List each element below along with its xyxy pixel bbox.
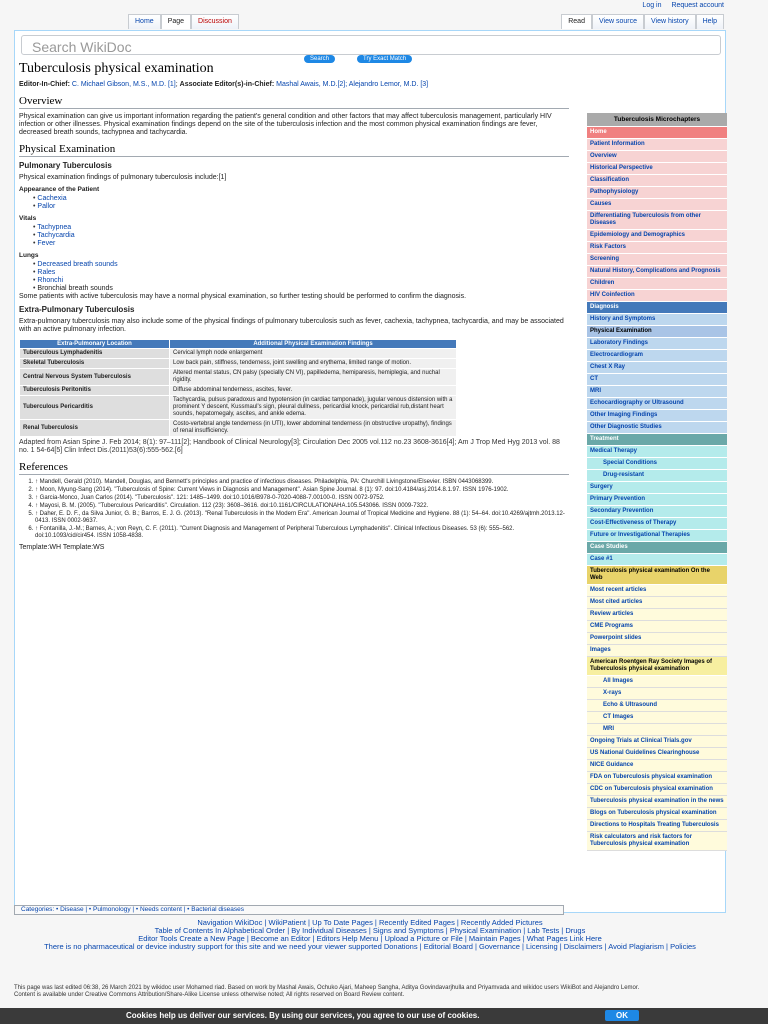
row-findings: Altered mental status, CN palsy (specially CN VI), papilledema, hemiparesis, hemiplegia, and nuchal rigidity. — [170, 369, 457, 386]
sidebar-item[interactable]: CDC on Tuberculosis physical examination — [587, 784, 727, 796]
reference-item[interactable]: 1. ↑ Mandell, Gerald (2010). Mandell, Douglas, and Bennett's principles and practice of infectious diseases. Philadelphia, PA: Churchill Livingstone/Elsevier. ISBN 0443068399. — [35, 479, 569, 486]
personal-tools — [634, 2, 724, 9]
sidebar-item[interactable]: Screening — [587, 254, 727, 266]
sidebar-item[interactable]: Drug-resistant — [587, 470, 727, 482]
sidebar-item[interactable]: Directions to Hospitals Treating Tuberculosis — [587, 820, 727, 832]
row-location: Tuberculosis Peritonitis — [20, 386, 170, 396]
list-item[interactable]: • Pallor — [33, 203, 569, 211]
sidebar-item[interactable]: MRI — [587, 724, 727, 736]
row-location: Tuberculous Lymphadenitis — [20, 349, 170, 359]
reference-item[interactable]: 2. ↑ Moon, Myung-Sang (2014). "Tuberculosis of Spine: Current Views in Diagnosis and Management". Asian Spine Journal. 8 (1): 97. doi:10.4184/asj.2014.8.1.97. ISSN 1976-1902. — [35, 487, 569, 494]
sidebar-item[interactable]: Physical Examination — [587, 326, 727, 338]
list-item[interactable]: • Cachexia — [33, 195, 569, 203]
login-link[interactable]: Log in — [642, 2, 662, 9]
license-text: Content is available under Creative Commons Attribution/Share-Alike License unless otherwise noted; All rights reserved on Board Review content. — [14, 992, 405, 998]
table-source-note: Adapted from Asian Spine J. Feb 2014; 8(1): 97–111[2]; Handbook of Clinical Neurology[3]; Circulation Dec 2005 vol.112 no.23 3608-3616[4]; Am J Trop Med Hyg 2013 vol. 88 no. 1 54-64[5] Clin Infect Dis.(2011)53(6):555-562.[6] — [19, 439, 560, 454]
sidebar-item[interactable]: American Roentgen Ray Society Images of Tuberculosis physical examination — [587, 657, 727, 676]
footer-row-navigation[interactable]: Navigation WikiDoc | WikiPatient | Up To Date Pages | Recently Edited Pages | Recently Added Pictures — [197, 918, 543, 927]
pulmonary-heading: Pulmonary Tuberculosis — [19, 161, 112, 170]
sidebar-item[interactable]: History and Symptoms — [587, 314, 727, 326]
sidebar-item[interactable]: Causes — [587, 199, 727, 211]
reference-item[interactable]: 4. ↑ Mayosi, B. M. (2005). "Tuberculous Pericarditis". Circulation. 112 (23): 3608–3616. doi:10.1161/CIRCULATIONAHA.105.543066. ISSN 0009-7322. — [35, 503, 569, 510]
aeic-link[interactable]: Mashal Awais, M.D.[2]; Alejandro Lemor, M.D. [3] — [276, 81, 429, 88]
sidebar-item[interactable]: Children — [587, 278, 727, 290]
sidebar-item[interactable]: Other Imaging Findings — [587, 410, 727, 422]
footer-navigation — [14, 919, 726, 989]
sidebar-item[interactable]: Tuberculosis physical examination On the Web — [587, 566, 727, 585]
exact-match-button[interactable]: Try Exact Match — [357, 55, 412, 63]
list-item[interactable]: • Decreased breath sounds — [33, 261, 569, 269]
list-item[interactable]: • Rales — [33, 269, 569, 277]
vitals-list — [33, 224, 569, 248]
categories-bar[interactable]: Categories: • Disease | • Pulmonology | • Needs content | • Bacterial diseases — [14, 905, 564, 915]
tab-home[interactable]: Home — [128, 14, 161, 29]
tab-page[interactable]: Page — [161, 14, 191, 29]
appearance-heading: Appearance of the Patient — [19, 186, 100, 193]
sidebar-item[interactable]: Classification — [587, 175, 727, 187]
appearance-list — [33, 195, 569, 211]
extra-pulmonary-heading: Extra-Pulmonary Tuberculosis — [19, 305, 135, 314]
tab-view-history[interactable]: View history — [644, 14, 696, 29]
row-location: Renal Tuberculosis — [20, 420, 170, 437]
sidebar-item[interactable]: CME Programs — [587, 621, 727, 633]
table-row — [20, 349, 457, 359]
table-row — [20, 359, 457, 369]
sidebar-item[interactable]: Overview — [587, 151, 727, 163]
row-findings: Low back pain, stiffness, tenderness, joint swelling and erythema, limited range of motion. — [170, 359, 457, 369]
physical-exam-heading: Physical Examination — [19, 143, 569, 157]
row-location: Skeletal Tuberculosis — [20, 359, 170, 369]
page-title: Tuberculosis physical examination — [19, 61, 214, 76]
sidebar-item[interactable]: Review articles — [587, 609, 727, 621]
overview-heading: Overview — [19, 95, 569, 109]
tab-discussion[interactable]: Discussion — [191, 14, 239, 29]
reference-item[interactable]: 5. ↑ Daher, E. D. F., da Silva Junior, G. B.; Barros, E. J. G. (2013). "Renal Tuberculosis in the Modern Era". American Journal of Tropical Medicine and Hygiene. 88 (1): 54–64. doi:10.4269/ajtmh.2013.12-0413. ISSN 0002-9637. — [35, 511, 569, 525]
table-row — [20, 420, 457, 437]
pulmonary-intro: Physical examination findings of pulmonary tuberculosis include:[1] — [19, 174, 227, 181]
sidebar-item[interactable]: FDA on Tuberculosis physical examination — [587, 772, 727, 784]
editors-line: Editor-In-Chief: C. Michael Gibson, M.S., M.D. [1]; Associate Editor(s)-in-Chief: Mashal Awais, M.D.[2]; Alejandro Lemor, M.D. [3] — [19, 81, 429, 88]
row-location: Tuberculous Pericarditis — [20, 396, 170, 420]
footer-row-support[interactable]: There is no pharmaceutical or device industry support for this site and we need your viewer supported Donations | Editorial Board | Governance | Licensing | Disclaimers | Avoid Plagiarism | Policies — [44, 942, 696, 951]
search-placeholder: Search WikiDoc — [32, 39, 132, 55]
eic-label: Editor-In-Chief: — [19, 81, 70, 88]
sidebar-item[interactable]: Special Conditions — [587, 458, 727, 470]
cookie-text: Cookies help us deliver our services. By using our services, you agree to our use of cookies. — [126, 1011, 480, 1020]
extra-pulmonary-table — [19, 339, 457, 437]
table-header: Extra-Pulmonary Location — [20, 340, 170, 349]
aeic-label: Associate Editor(s)-in-Chief: — [179, 81, 275, 88]
sidebar-item[interactable]: Secondary Prevention — [587, 506, 727, 518]
table-row — [20, 369, 457, 386]
references-list — [35, 479, 569, 540]
sidebar-item[interactable]: Historical Perspective — [587, 163, 727, 175]
sidebar-item[interactable]: Powerpoint slides — [587, 633, 727, 645]
search-button[interactable]: Search — [304, 55, 335, 63]
article-body — [19, 81, 569, 555]
view-tabs — [561, 14, 724, 29]
sidebar-item[interactable]: Differentiating Tuberculosis from other Diseases — [587, 211, 727, 230]
list-item[interactable]: • Rhonchi — [33, 277, 569, 285]
sidebar-item[interactable]: CT Images — [587, 712, 727, 724]
list-item[interactable]: • Tachycardia — [33, 232, 569, 240]
top-bar — [0, 0, 768, 32]
row-findings: Costo-vertebral angle tenderness (in UTI), lower abdominal tenderness (in obstructive uropathy), findings of renal insufficiency. — [170, 420, 457, 437]
sidebar-item[interactable]: Echo & Ultrasound — [587, 700, 727, 712]
list-item[interactable]: • Tachypnea — [33, 224, 569, 232]
sidebar-item[interactable]: Medical Therapy — [587, 446, 727, 458]
sidebar-item[interactable]: MRI — [587, 386, 727, 398]
sidebar-item[interactable]: Surgery — [587, 482, 727, 494]
sidebar-item[interactable]: Chest X Ray — [587, 362, 727, 374]
search-input[interactable] — [21, 35, 721, 55]
tab-view-source[interactable]: View source — [592, 14, 644, 29]
sidebar-item[interactable]: Most cited articles — [587, 597, 727, 609]
sidebar-item[interactable]: NICE Guidance — [587, 760, 727, 772]
page-footer — [14, 985, 754, 999]
overview-text: Physical examination can give us important information regarding the patient's general condition and other factors that may affect tuberculosis management, particularly HIV infection or other illnesses. Physical examination findings depend on the site of the tuberculosis infection and the most common physical examination findings are fever, decreased breath sounds, tachypnea and tachycardia. — [19, 113, 552, 136]
sidebar-item[interactable]: Electrocardiogram — [587, 350, 727, 362]
request-account-link[interactable]: Request account — [671, 2, 724, 9]
table-row — [20, 396, 457, 420]
vitals-heading: Vitals — [19, 215, 37, 222]
sidebar-item[interactable]: Natural History, Complications and Prognosis — [587, 266, 727, 278]
table-header: Additional Physical Examination Findings — [170, 340, 457, 349]
table-row — [20, 386, 457, 396]
sidebar-item[interactable]: HIV Coinfection — [587, 290, 727, 302]
sidebar-item[interactable]: Most recent articles — [587, 585, 727, 597]
footer-row-editor-tools[interactable]: Editor Tools Create a New Page | Become an Editor | Editors Help Menu | Upload a Picture or File | Maintain Pages | What Pages Link Here — [138, 934, 602, 943]
sidebar-item[interactable]: Epidemiology and Demographics — [587, 230, 727, 242]
lungs-list — [33, 261, 569, 293]
sidebar-item[interactable]: Patient Information — [587, 139, 727, 151]
tab-help[interactable]: Help — [696, 14, 724, 29]
footer-row-toc[interactable]: Table of Contents In Alphabetical Order | By Individual Diseases | Signs and Symptoms | Physical Examination | Lab Tests | Drugs — [154, 926, 586, 935]
sidebar-item[interactable]: Other Diagnostic Studies — [587, 422, 727, 434]
sidebar-item[interactable]: Cost-Effectiveness of Therapy — [587, 518, 727, 530]
namespace-tabs — [128, 14, 239, 29]
sidebar-item[interactable]: Home — [587, 127, 727, 139]
cookie-banner — [0, 1008, 768, 1024]
sidebar-item[interactable]: Treatment — [587, 434, 727, 446]
references-heading: References — [19, 461, 569, 475]
lungs-heading: Lungs — [19, 252, 39, 259]
sidebar-item[interactable]: Future or Investigational Therapies — [587, 530, 727, 542]
cookie-ok-button[interactable]: OK — [605, 1010, 639, 1021]
extra-pulmonary-intro: Extra-pulmonary tuberculosis may also include some of the physical findings of pulmonary tuberculosis such as fever, cachexia, tachypnea, tachycardia, and may be associated with an active pulmonary infection. — [19, 318, 564, 333]
sidebar-item[interactable]: Case #1 — [587, 554, 727, 566]
sidebar-item[interactable]: Laboratory Findings — [587, 338, 727, 350]
sidebar-title: Tuberculosis Microchapters — [587, 113, 727, 127]
list-item: • Bronchial breath sounds — [33, 285, 569, 293]
microchapters-sidebar — [587, 113, 727, 851]
content-area — [14, 30, 726, 913]
reference-item[interactable]: 6. ↑ Fontanilla, J.-M.; Barnes, A.; von Reyn, C. F. (2011). "Current Diagnosis and Management of Peripheral Tuberculous Lymphadenitis". Clinical Infectious Diseases. 53 (6): 555–562. doi:10.1093/cid/cir454. ISSN 1058-4838. — [35, 526, 569, 540]
sidebar-item[interactable]: Pathophysiology — [587, 187, 727, 199]
sidebar-item[interactable]: Echocardiography or Ultrasound — [587, 398, 727, 410]
row-location: Central Nervous System Tuberculosis — [20, 369, 170, 386]
reference-item[interactable]: 3. ↑ Garcia-Monco, Juan Carlos (2014). "Tuberculosis". 121: 1485–1499. doi:10.1016/B978-0-7020-4088-7.00100-0. ISSN 0072-9752. — [35, 495, 569, 502]
sidebar-item[interactable]: Images — [587, 645, 727, 657]
row-findings: Tachycardia, pulsus paradoxus and hypotension (in cardiac tamponade), jugular venous distension with a prominent Y descent, Kussmaul's sign, pleural dullness, pericardial knock, pericardial rub,distant heart sounds, hepatomegaly, ascites, and ankle edema. — [170, 396, 457, 420]
sidebar-item[interactable]: Risk calculators and risk factors for Tuberculosis physical examination — [587, 832, 727, 851]
sidebar-item[interactable]: All Images — [587, 676, 727, 688]
sidebar-item[interactable]: Case Studies — [587, 542, 727, 554]
last-edited-text: This page was last edited 06:38, 26 March 2021 by wikidoc user Mohamed riad. Based on work by Mashal Awais, Ochuko Ajari, Maheep Sangha, Aditya Govindavarjhulla and Priyamvada and wikidoc users WikiBot and Alejandro Lemor. — [14, 985, 640, 991]
list-item[interactable]: • Fever — [33, 240, 569, 248]
sidebar-item[interactable]: Blogs on Tuberculosis physical examination — [587, 808, 727, 820]
sidebar-item[interactable]: Primary Prevention — [587, 494, 727, 506]
eic-link[interactable]: C. Michael Gibson, M.S., M.D. [1] — [71, 81, 176, 88]
tab-read[interactable]: Read — [561, 14, 592, 29]
sidebar-item[interactable]: Diagnosis — [587, 302, 727, 314]
row-findings: Diffuse abdominal tenderness, ascites, fever. — [170, 386, 457, 396]
sidebar-item[interactable]: Ongoing Trials at Clinical Trials.gov — [587, 736, 727, 748]
template-note: Template:WH Template:WS — [19, 544, 105, 551]
normal-exam-note: Some patients with active tuberculosis may have a normal physical examination, so further testing should be performed to confirm the diagnosis. — [19, 293, 467, 300]
sidebar-item[interactable]: Tuberculosis physical examination in the news — [587, 796, 727, 808]
sidebar-item[interactable]: Risk Factors — [587, 242, 727, 254]
sidebar-item[interactable]: US National Guidelines Clearinghouse — [587, 748, 727, 760]
row-findings: Cervical lymph node enlargement — [170, 349, 457, 359]
sidebar-item[interactable]: CT — [587, 374, 727, 386]
sidebar-item[interactable]: X-rays — [587, 688, 727, 700]
